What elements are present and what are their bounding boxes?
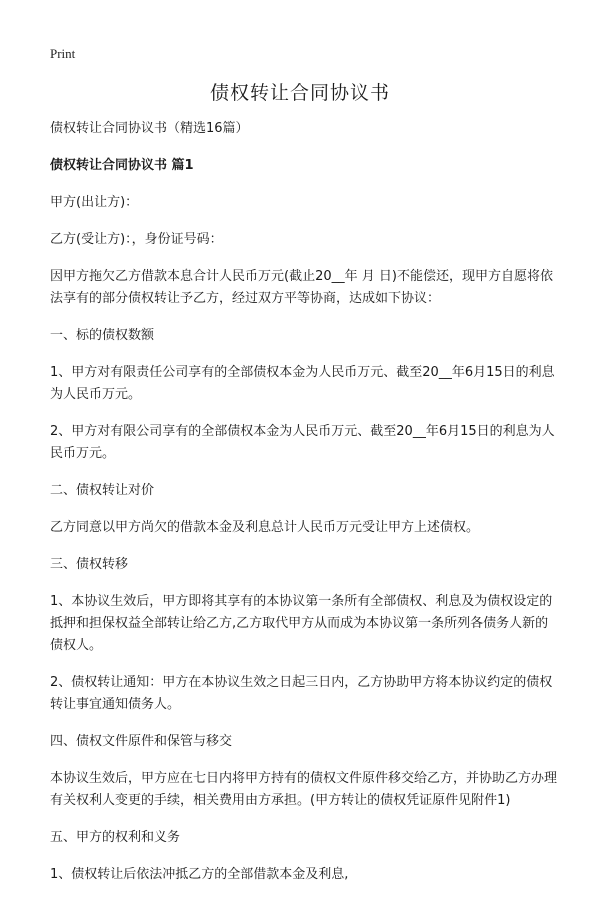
paragraph: 1、甲方对有限责任公司享有的全部债权本金为人民币万元、截至20__年6月15日的利息为人民币万元。 <box>50 365 555 402</box>
page-title: 债权转让合同协议书 <box>209 82 390 104</box>
paragraph: 2、甲方对有限公司享有的全部债权本金为人民币万元、截至20__年6月15日的利息为人民币万元。 <box>50 424 555 461</box>
paragraph: 本协议生效后，甲方应在七日内将甲方持有的债权文件原件移交给乙方，并协助乙方办理有关权利人变更的手续，相关费用由方承担。(甲方转让的债权凭证原件见附件1) <box>50 771 558 808</box>
paragraph: 一、标的债权数额 <box>50 328 155 343</box>
paragraph: 甲方(出让方)： <box>50 195 139 210</box>
paragraph: 四、债权文件原件和保管与移交 <box>50 734 233 749</box>
paragraph: 乙方同意以甲方尚欠的借款本金及利息总计人民币万元受让甲方上述债权。 <box>50 520 480 535</box>
paragraph: 五、甲方的权利和义务 <box>50 830 181 845</box>
paragraph: 1、债权转让后依法冲抵乙方的全部借款本金及利息, <box>50 867 349 882</box>
paragraph: 二、债权转让对价 <box>50 483 155 498</box>
section-heading: 债权转让合同协议书 篇1 <box>50 158 194 173</box>
paragraph: 债权转让合同协议书（精选16篇） <box>50 121 249 136</box>
print-link[interactable]: Print <box>50 46 76 61</box>
paragraph: 三、债权转移 <box>50 557 129 572</box>
paragraph: 1、本协议生效后，甲方即将其享有的本协议第一条所有全部债权、利息及为债权设定的抵押和担保权益全部转让给乙方,乙方取代甲方从而成为本协议第一条所列各债务人新的债权人。 <box>50 594 553 653</box>
document-body <box>50 118 558 901</box>
paragraph: 2、债权转让通知：甲方在本协议生效之日起三日内，乙方协助甲方将本协议约定的债权转让事宜通知债务人。 <box>50 675 553 712</box>
paragraph: 因甲方拖欠乙方借款本息合计人民币万元(截止20__年 月 日)不能偿还，现甲方自愿将依法享有的部分债权转让予乙方，经过双方平等协商，达成如下协议： <box>50 269 553 306</box>
paragraph: 乙方(受让方)：，身份证号码： <box>50 232 223 247</box>
